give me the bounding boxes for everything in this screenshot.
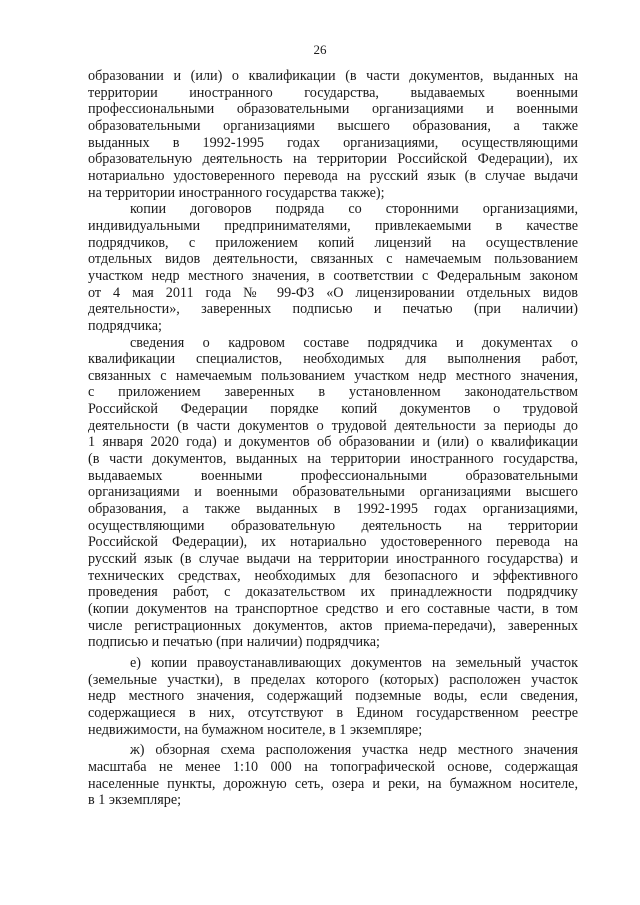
text-line: с приложением заверенных в установленном законодательством	[88, 384, 578, 401]
text-line: русский язык (в случае выдачи на территории иностранного государства) и	[88, 551, 578, 568]
text-line: Российской Федерации порядке копий документов о трудовой	[88, 401, 578, 418]
text-line: (в части документов, выданных на территории иностранного государства,	[88, 451, 578, 468]
text-line: организациями и военными образовательными организациями высшего	[88, 484, 578, 501]
text-line: участком недр местного значения, в соответствии с Федеральным законом	[88, 267, 578, 284]
text-line: квалификации специалистов, необходимых для выполнения работ,	[88, 351, 578, 368]
text-line: масштаба не менее 1:10 000 на топографической основе, содержащая	[88, 758, 578, 775]
text-line: в 1 экземпляре;	[88, 792, 182, 809]
text-line: 1 января 2020 года) и документов об образовании и (или) о квалификации	[88, 434, 578, 451]
text-line: индивидуальными предпринимателями, привлекаемыми в качестве	[88, 217, 578, 234]
paragraph	[88, 742, 578, 809]
text-line: территории иностранного государства, выдаваемых военными	[88, 84, 578, 101]
text-line: сведения о кадровом составе подрядчика и документах о	[130, 334, 578, 351]
text-line: (копии документов на транспортное средство и его составные части, в том	[88, 601, 578, 617]
text-line: связанных с намечаемым пользованием участком недр местного значения,	[88, 367, 578, 384]
text-line: недр местного значения, содержащий подземные воды, если сведения,	[88, 688, 578, 705]
text-line: копии договоров подряда со сторонними организациями,	[130, 201, 578, 218]
text-line: деятельности (в части документов о трудовой деятельности за периоды до	[88, 417, 578, 434]
text-line: отдельных видов деятельности, связанных с намечаемым пользованием	[88, 251, 578, 268]
text-line: недвижимости, на бумажном носителе, в 1 экземпляре;	[88, 721, 423, 738]
paragraph	[88, 335, 578, 651]
text-line: подписью и печатью (при наличии) подрядчика;	[88, 634, 380, 651]
text-line: выданных в 1992-1995 годах организациями, осуществляющими	[88, 134, 578, 151]
document-body	[88, 68, 578, 809]
text-line: деятельности», заверенных подписью и печатью (при наличии)	[88, 301, 578, 318]
paragraph	[88, 655, 578, 738]
text-line: образования, а также выданных в 1992-1995 годах организациями,	[88, 501, 578, 518]
text-line: (земельные участки), в пределах которого (которых) расположен участок	[88, 671, 578, 688]
text-line: образовании и (или) о квалификации (в части документов, выданных на	[88, 68, 578, 84]
text-line: Российской Федерации), их нотариально удостоверенного перевода на	[88, 534, 578, 551]
paragraph	[88, 201, 578, 334]
page-number: 26	[313, 42, 327, 57]
text-line: образовательными организациями высшего образования, а также	[88, 117, 578, 134]
text-line: образовательную деятельность на территории Российской Федерации), их	[88, 151, 578, 168]
text-line: числе регистрационных документов, актов приема-передачи), заверенных	[88, 617, 578, 634]
text-line: нотариально удостоверенного перевода на русский язык (в случае выдачи	[88, 167, 578, 184]
text-line: на территории иностранного государства также);	[88, 184, 385, 201]
text-line: е) копии правоустанавливающих документов на земельный участок	[130, 654, 578, 671]
text-line: проведения работ, с доказательством их принадлежности подрядчику	[88, 584, 578, 601]
text-line: технических средствах, необходимых для безопасного и эффективного	[88, 567, 578, 584]
paragraph	[88, 68, 578, 201]
text-line: населенные пункты, дорожную сеть, озера и реки, на бумажном носителе,	[88, 775, 578, 792]
text-line: подрядчиков, с приложением копий лицензий на осуществление	[88, 234, 578, 251]
text-line: профессиональными образовательными организациями и военными	[88, 101, 578, 118]
text-line: подрядчика;	[88, 317, 162, 334]
text-line: осуществляющими образовательную деятельность на территории	[88, 517, 578, 534]
text-line: ж) обзорная схема расположения участка недр местного значения	[130, 742, 578, 759]
text-line: от 4 мая 2011 года № 99-ФЗ «О лицензировании отдельных видов	[88, 284, 578, 301]
text-line: выдаваемых военными профессиональными образовательными	[88, 467, 578, 484]
text-line: содержащиеся в них, отсутствуют в Едином государственном реестре	[88, 704, 578, 721]
